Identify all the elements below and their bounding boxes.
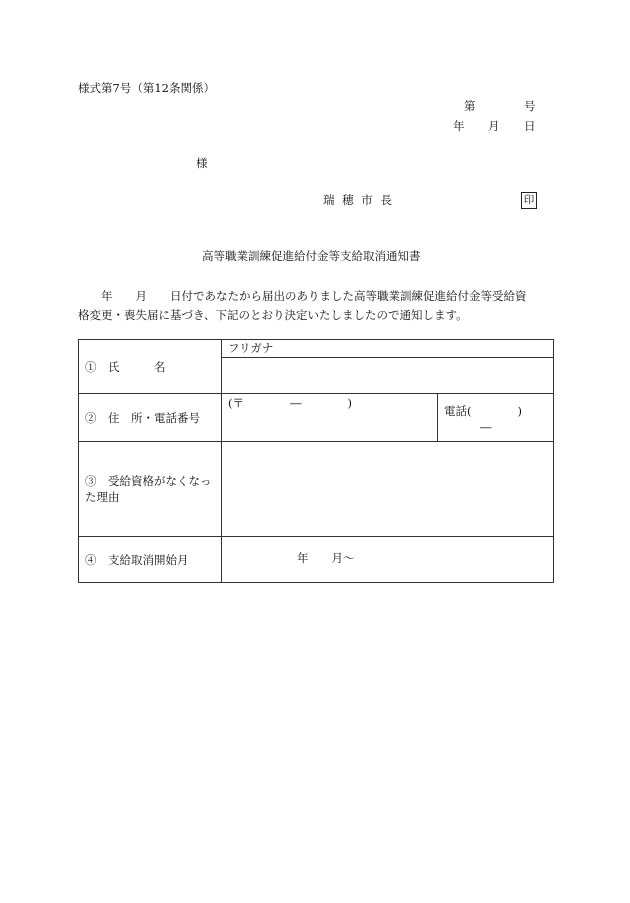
name-label: ① 氏 名 <box>79 340 222 394</box>
address-field[interactable] <box>222 394 438 442</box>
reference-go: 号 <box>524 99 536 113</box>
body-line-1: 年 月 日付であなたから届出のありました高等職業訓練促進給付金等受給資 <box>78 289 527 303</box>
seal-mark: 印 <box>521 192 537 209</box>
date-day: 日 <box>524 119 536 133</box>
phone-dash: ― <box>480 420 492 434</box>
furigana-field[interactable] <box>222 340 554 358</box>
postal-code-label: (〒 ― ) <box>228 396 352 410</box>
addressee-suffix: 様 <box>196 156 208 170</box>
document-title: 高等職業訓練促進給付金等支給取消通知書 <box>202 249 421 263</box>
date-month: 月 <box>488 119 500 133</box>
reason-field[interactable] <box>222 442 554 537</box>
body-paragraph <box>78 287 558 325</box>
form-number: 様式第7号（第12条関係） <box>78 81 215 95</box>
reason-label-line-1: ③ 受給資格がなくなっ <box>85 474 212 488</box>
date-year: 年 <box>453 119 465 133</box>
name-field[interactable] <box>222 358 554 394</box>
cancel-start-field[interactable] <box>222 537 554 583</box>
cancel-start-value: 年 月～ <box>297 551 355 565</box>
furigana-label: フリガナ <box>228 341 274 355</box>
notice-form-table <box>78 339 554 583</box>
address-phone-label: ② 住 所・電話番号 <box>79 394 222 442</box>
issuer: 瑞 穂 市 長 <box>323 193 394 207</box>
cancel-start-label: ④ 支給取消開始月 <box>79 537 222 583</box>
body-line-2: 格変更・喪失届に基づき、下記のとおり決定いたしましたので通知します。 <box>78 308 468 322</box>
reason-label-line-2: た理由 <box>85 490 120 504</box>
reason-label <box>79 442 222 537</box>
phone-field[interactable] <box>438 394 554 442</box>
phone-label: 電話( ) <box>444 404 522 418</box>
reference-dai: 第 <box>464 99 476 113</box>
